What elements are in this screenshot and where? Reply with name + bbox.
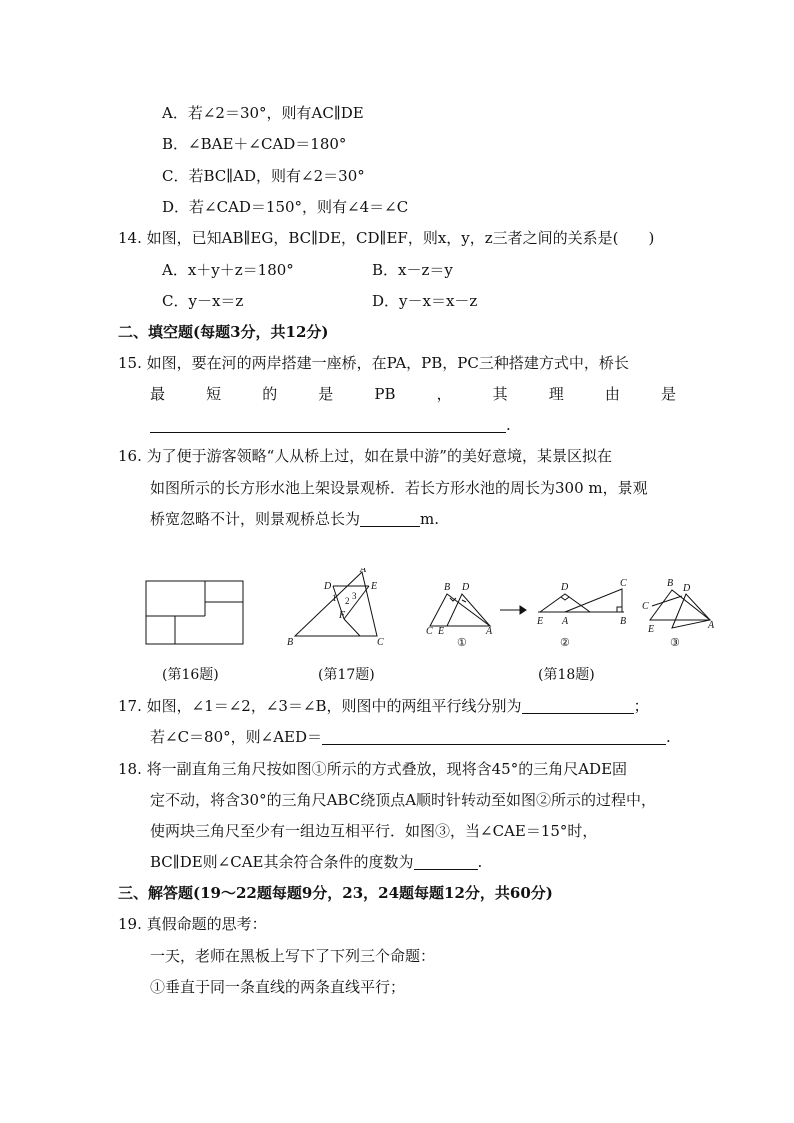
label-a: A (360, 568, 367, 575)
q15-word: ， (436, 385, 452, 403)
q19-line1: 19. 真假命题的思考： (118, 915, 267, 933)
q15-word: 由 (604, 385, 620, 403)
fig18-3-triangle-abc (650, 590, 710, 620)
label-angle-1: 1 (332, 593, 337, 603)
fig18-2-right-angle (561, 597, 569, 600)
q18-line4 (150, 852, 482, 872)
figure-16 (145, 580, 245, 650)
q16-line1: 16. 为了便于游客领略“人从桥上过，如在景中游”的美好意境，某景区拟在 (118, 447, 612, 465)
q17-angle-blank[interactable] (322, 728, 666, 745)
section2-heading: 二、填空题(每题3分，共12分) (118, 323, 329, 341)
fig18-1-label-a: A (486, 626, 493, 637)
q18-line2: 定不动，将含30°的三角尺ABC绕顶点A顺时针转动至如图②所示的过程中， (150, 791, 657, 809)
rotation-arrow-head (520, 606, 526, 614)
q17-line1-text: 17. 如图，∠1＝∠2，∠3＝∠B，则图中的两组平行线分别为 (118, 697, 522, 715)
q15-word: 是 (660, 385, 676, 403)
figure-18-drawing (420, 576, 720, 650)
q19-line3: ①垂直于同一条直线的两条直线平行； (150, 978, 406, 996)
label-f: F (339, 610, 346, 621)
fig18-2-label-d: D (561, 582, 569, 593)
q18-line1: 18. 将一副直角三角尺按如图①所示的方式叠放，现将含45°的三角尺ADE固 (118, 760, 628, 778)
fig18-number-3: ③ (670, 637, 680, 649)
q16-unit: m. (420, 510, 440, 528)
pool-outline (146, 581, 243, 644)
q15-line1: 15. 如图，要在河的两岸搭建一座桥，在PA，PB，PC三种搭建方式中，桥长 (118, 354, 629, 372)
q16-line2: 如图所示的长方形水池上架设景观桥．若长方形水池的周长为300 m，景观 (150, 479, 648, 497)
fig18-3-label-e: E (648, 624, 655, 635)
figure-17 (282, 568, 392, 654)
fig18-3-label-b: B (667, 578, 674, 589)
q14-option-c: C．y－x＝z (162, 292, 244, 310)
fig18-1-label-e: E (438, 626, 445, 637)
q13-option-a: A．若∠2＝30°，则有AC∥DE (162, 104, 364, 122)
q14-stem: 14. 如图，已知AB∥EG，BC∥DE，CD∥EF，则x，y，z三者之间的关系是( ) (118, 229, 655, 247)
q13-option-d: D．若∠CAD＝150°，则有∠4＝∠C (162, 198, 409, 216)
fig18-2-label-c: C (620, 578, 627, 589)
q15-line2 (150, 384, 676, 404)
section3-heading: 三、解答题(19～22题每题9分，23，24题每题12分，共60分) (118, 884, 553, 902)
fig18-3-triangle-ade (672, 594, 710, 628)
fig18-number-2: ② (560, 637, 570, 649)
q13-option-b: B．∠BAE＋∠CAD＝180° (162, 135, 347, 153)
figure-17-drawing (282, 568, 392, 650)
fig18-3-label-a: A (708, 620, 715, 631)
q14-option-b: B．x－z＝y (372, 261, 453, 279)
q16-line3-text: 桥宽忽略不计，则景观桥总长为 (150, 510, 361, 528)
q16-line3 (150, 509, 439, 529)
label-angle-3: 3 (352, 591, 357, 601)
q14-option-d: D．y－x＝x－z (372, 292, 478, 310)
fig18-2-label-b: B (620, 616, 627, 627)
q17-line2 (150, 727, 671, 747)
label-e: E (371, 581, 378, 592)
q18-period: . (477, 853, 483, 871)
q17-parallel-blank[interactable] (522, 697, 634, 714)
q18-line4-text: BC∥DE则∠CAE其余符合条件的度数为 (150, 853, 414, 871)
q13-option-c: C．若BC∥AD，则有∠2＝30° (162, 167, 365, 185)
fig18-2-right-angle (617, 607, 622, 612)
fig18-1-label-d: D (462, 582, 470, 593)
q14-option-a: A．x＋y＋z＝180° (162, 261, 294, 279)
fig18-1-label-b: B (444, 582, 451, 593)
fig18-3-label-d: D (683, 583, 691, 594)
q19-line2: 一天，老师在黑板上写下了下列三个命题： (150, 947, 436, 965)
q17-semicolon: ； (633, 697, 649, 715)
figure-17-caption: (第17题) (318, 667, 375, 683)
q15-word: 理 (548, 385, 564, 403)
q15-word: 是 (318, 385, 334, 403)
label-b: B (287, 637, 294, 648)
q15-answer-blank[interactable] (150, 416, 506, 433)
label-angle-2: 2 (345, 596, 350, 606)
figure-18 (420, 576, 720, 654)
q15-word: PB (374, 385, 396, 403)
q15-word: 短 (206, 385, 222, 403)
fig18-2-label-a: A (562, 616, 569, 627)
q15-word: 的 (262, 385, 278, 403)
q18-line3: 使两块三角尺至少有一组边互相平行．如图③，当∠CAE＝15°时， (150, 822, 598, 840)
triangle-abc (295, 572, 377, 636)
q16-answer-blank[interactable] (360, 510, 420, 527)
q17-line1 (118, 696, 649, 716)
label-c: C (377, 637, 384, 648)
figure-18-caption: (第18题) (538, 667, 595, 683)
fig18-2-triangle-ade (540, 594, 590, 612)
fig18-number-1: ① (457, 637, 467, 649)
q15-word: 其 (492, 385, 508, 403)
fig18-2-label-e: E (537, 616, 544, 627)
fig18-1-right-angle (462, 600, 466, 602)
label-d: D (324, 581, 332, 592)
q18-answer-blank[interactable] (414, 853, 478, 870)
q17-line2-text: 若∠C＝80°，则∠AED＝ (150, 728, 323, 746)
fig18-1-label-c: C (426, 626, 433, 637)
q15-word: 最 (150, 385, 166, 403)
figure-16-drawing (145, 580, 245, 646)
q17-period: . (666, 728, 671, 746)
q15-period: . (506, 416, 511, 434)
figure-16-caption: (第16题) (162, 667, 219, 683)
q15-line3 (150, 415, 511, 435)
fig18-3-label-c: C (642, 601, 649, 612)
segment-f-bc (344, 619, 360, 636)
